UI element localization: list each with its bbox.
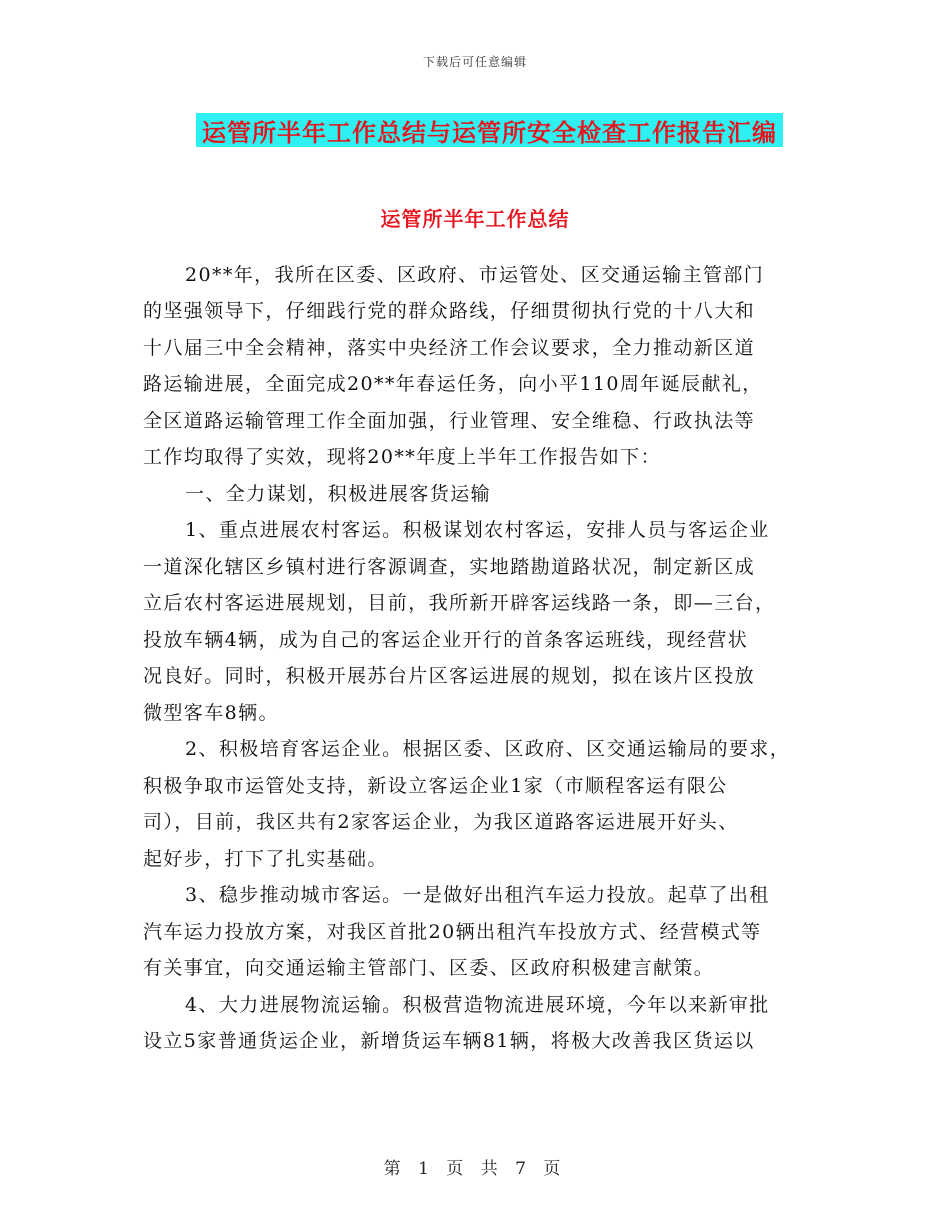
paragraph-line: 的坚强领导下，仔细践行党的群众路线，仔细贯彻执行党的十八大和 <box>143 300 756 322</box>
page-header-note: 下载后可任意编辑 <box>422 55 527 69</box>
paragraph-line: 立后农村客运进展规划，目前，我所新开辟客运线路一条，即—三台， <box>143 592 776 614</box>
paragraph-line: 3、稳步推动城市客运。一是做好出租汽车运力投放。起草了出租 <box>185 884 770 906</box>
section-title: 运管所半年工作总结 <box>380 207 570 231</box>
document-title-highlight <box>196 113 783 147</box>
paragraph-line: 起好步，打下了扎实基础。 <box>143 847 388 870</box>
paragraph-line: 1、重点进展农村客运。积极谋划农村客运，安排人员与客运企业 <box>185 519 770 541</box>
paragraph-line: 全区道路运输管理工作全面加强，行业管理、安全维稳、行政执法等 <box>143 409 756 432</box>
document-body <box>143 220 813 1060</box>
paragraph-line: 工作均取得了实效，现将20**年度上半年工作报告如下： <box>143 446 661 468</box>
paragraph-line: 设立5家普通货运企业，新增货运车辆81辆，将极大改善我区货运以 <box>143 1030 755 1052</box>
page-number: 第 1 页 共 7 页 <box>383 1159 567 1179</box>
paragraph-line: 投放车辆4辆，成为自己的客运企业开行的首条客运班线，现经营状 <box>143 628 749 651</box>
subsection-heading: 一、全力谋划，积极进展客货运输 <box>185 482 492 505</box>
paragraph-line: 4、大力进展物流运输。积极营造物流进展环境，今年以来新审批 <box>185 993 770 1016</box>
paragraph-line: 汽车运力投放方案，对我区首批20辆出租汽车投放方式、经营模式等 <box>143 920 762 943</box>
paragraph-line: 路运输进展，全面完成20**年春运任务，向小平110周年诞辰献礼， <box>143 373 763 395</box>
paragraph-line: 十八届三中全会精神，落实中央经济工作会议要求，全力推动新区道 <box>143 336 756 359</box>
paragraph-line: 20**年，我所在区委、区政府、市运管处、区交通运输主管部门 <box>185 263 765 286</box>
paragraph-line: 况良好。同时，积极开展苏台片区客运进展的规划，拟在该片区投放 <box>143 665 756 687</box>
paragraph-line: 一道深化辖区乡镇村进行客源调查，实地踏勘道路状况，制定新区成 <box>143 555 756 578</box>
paragraph-line: 司），目前，我区共有2家客运企业，为我区道路客运进展开好头、 <box>143 811 739 833</box>
paragraph-line: 有关事宜，向交通运输主管部门、区委、区政府积极建言献策。 <box>143 957 715 979</box>
paragraph-line: 2、积极培育客运企业。根据区委、区政府、区交通运输局的要求， <box>185 738 791 760</box>
document-title: 运管所半年工作总结与运管所安全检查工作报告汇编 <box>202 118 777 147</box>
paragraph-line: 积极争取市运管处支持，新设立客运企业1家（市顺程客运有限公 <box>143 774 728 797</box>
paragraph-line: 微型客车8辆。 <box>143 701 279 724</box>
